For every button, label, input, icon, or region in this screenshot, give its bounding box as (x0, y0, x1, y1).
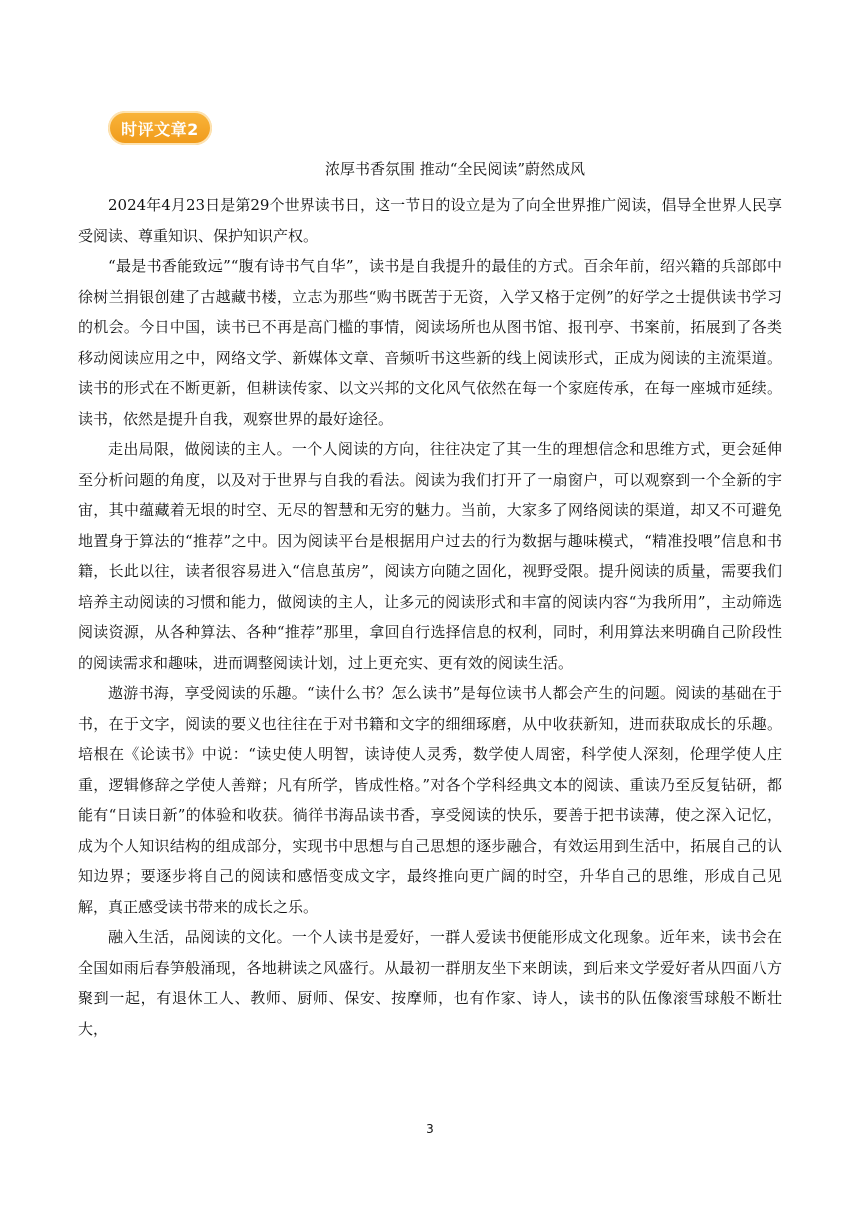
article-body (78, 190, 782, 1044)
page-number: 3 (426, 1122, 434, 1136)
section-badge: 时评文章2 (108, 111, 212, 145)
paragraph: 走出局限，做阅读的主人。一个人阅读的方向，往往决定了其一生的理想信念和思维方式，更会延伸至分析问题的角度，以及对于世界与自我的看法。阅读为我们打开了一扇窗户，可以观察到一个全新的宇宙，其中蕴藏着无垠的时空、无尽的智慧和无穷的魅力。当前，大家多了网络阅读的渠道，却又不可避免地置身于算法的“推荐”之中。因为阅读平台是根据用户过去的行为数据与趣味模式，“精准投喂”信息和书籍，长此以往，读者很容易进入“信息茧房”，阅读方向随之固化，视野受限。提升阅读的质量，需要我们培养主动阅读的习惯和能力，做阅读的主人，让多元的阅读形式和丰富的阅读内容“为我所用”，主动筛选阅读资源，从各种算法、各种“推荐”那里，拿回自行选择信息的权利，同时，利用算法来明确自己阶段性的阅读需求和趣味，进而调整阅读计划，过上更充实、更有效的阅读生活。 (78, 440, 782, 672)
article-title: 浓厚书香氛围 推动“全民阅读”蔚然成风 (324, 160, 586, 178)
paragraph: 遨游书海，享受阅读的乐趣。“读什么书？怎么读书”是每位读书人都会产生的问题。阅读的基础在于书，在于文字，阅读的要义也往往在于对书籍和文字的细细琢磨，从中收获新知，进而获取成长的乐趣。培根在《论读书》中说：“读史使人明智，读诗使人灵秀，数学使人周密，科学使人深刻，伦理学使人庄重，逻辑修辞之学使人善辩；凡有所学，皆成性格。”对各个学科经典文本的阅读、重读乃至反复钻研，都能有“日读日新”的体验和收获。徜徉书海品读书香，享受阅读的快乐，要善于把书读薄，使之深入记忆，成为个人知识结构的组成部分，实现书中思想与自己思想的逐步融合，有效运用到生活中，拓展自己的认知边界；要逐步将自己的阅读和感悟变成文字，最终推向更广阔的时空，升华自己的思维，形成自己见解，真正感受读书带来的成长之乐。 (78, 684, 782, 916)
paragraph: 融入生活，品阅读的文化。一个人读书是爱好，一群人爱读书便能形成文化现象。近年来，读书会在全国如雨后春笋般涌现，各地耕读之风盛行。从最初一群朋友坐下来朗读，到后来文学爱好者从四面八方聚到一起，有退休工人、教师、厨师、保安、按摩师，也有作家、诗人，读书的队伍像滚雪球般不断壮大， (78, 928, 782, 1038)
paragraph: “最是书香能致远”“腹有诗书气自华”，读书是自我提升的最佳的方式。百余年前，绍兴籍的兵部郎中徐树兰捐银创建了古越藏书楼，立志为那些“购书既苦于无资，入学又格于定例”的好学之士提供读书学习的机会。今日中国，读书已不再是高门槛的事情，阅读场所也从图书馆、报刊亭、书案前，拓展到了各类移动阅读应用之中，网络文学、新媒体文章、音频听书这些新的线上阅读形式，正成为阅读的主流渠道。读书的形式在不断更新，但耕读传家、以文兴邦的文化风气依然在每一个家庭传承，在每一座城市延续。读书，依然是提升自我，观察世界的最好途径。 (78, 257, 782, 428)
paragraph: 2024年4月23日是第29个世界读书日，这一节日的设立是为了向全世界推广阅读，倡导全世界人民享受阅读、尊重知识、保护知识产权。 (78, 196, 782, 245)
